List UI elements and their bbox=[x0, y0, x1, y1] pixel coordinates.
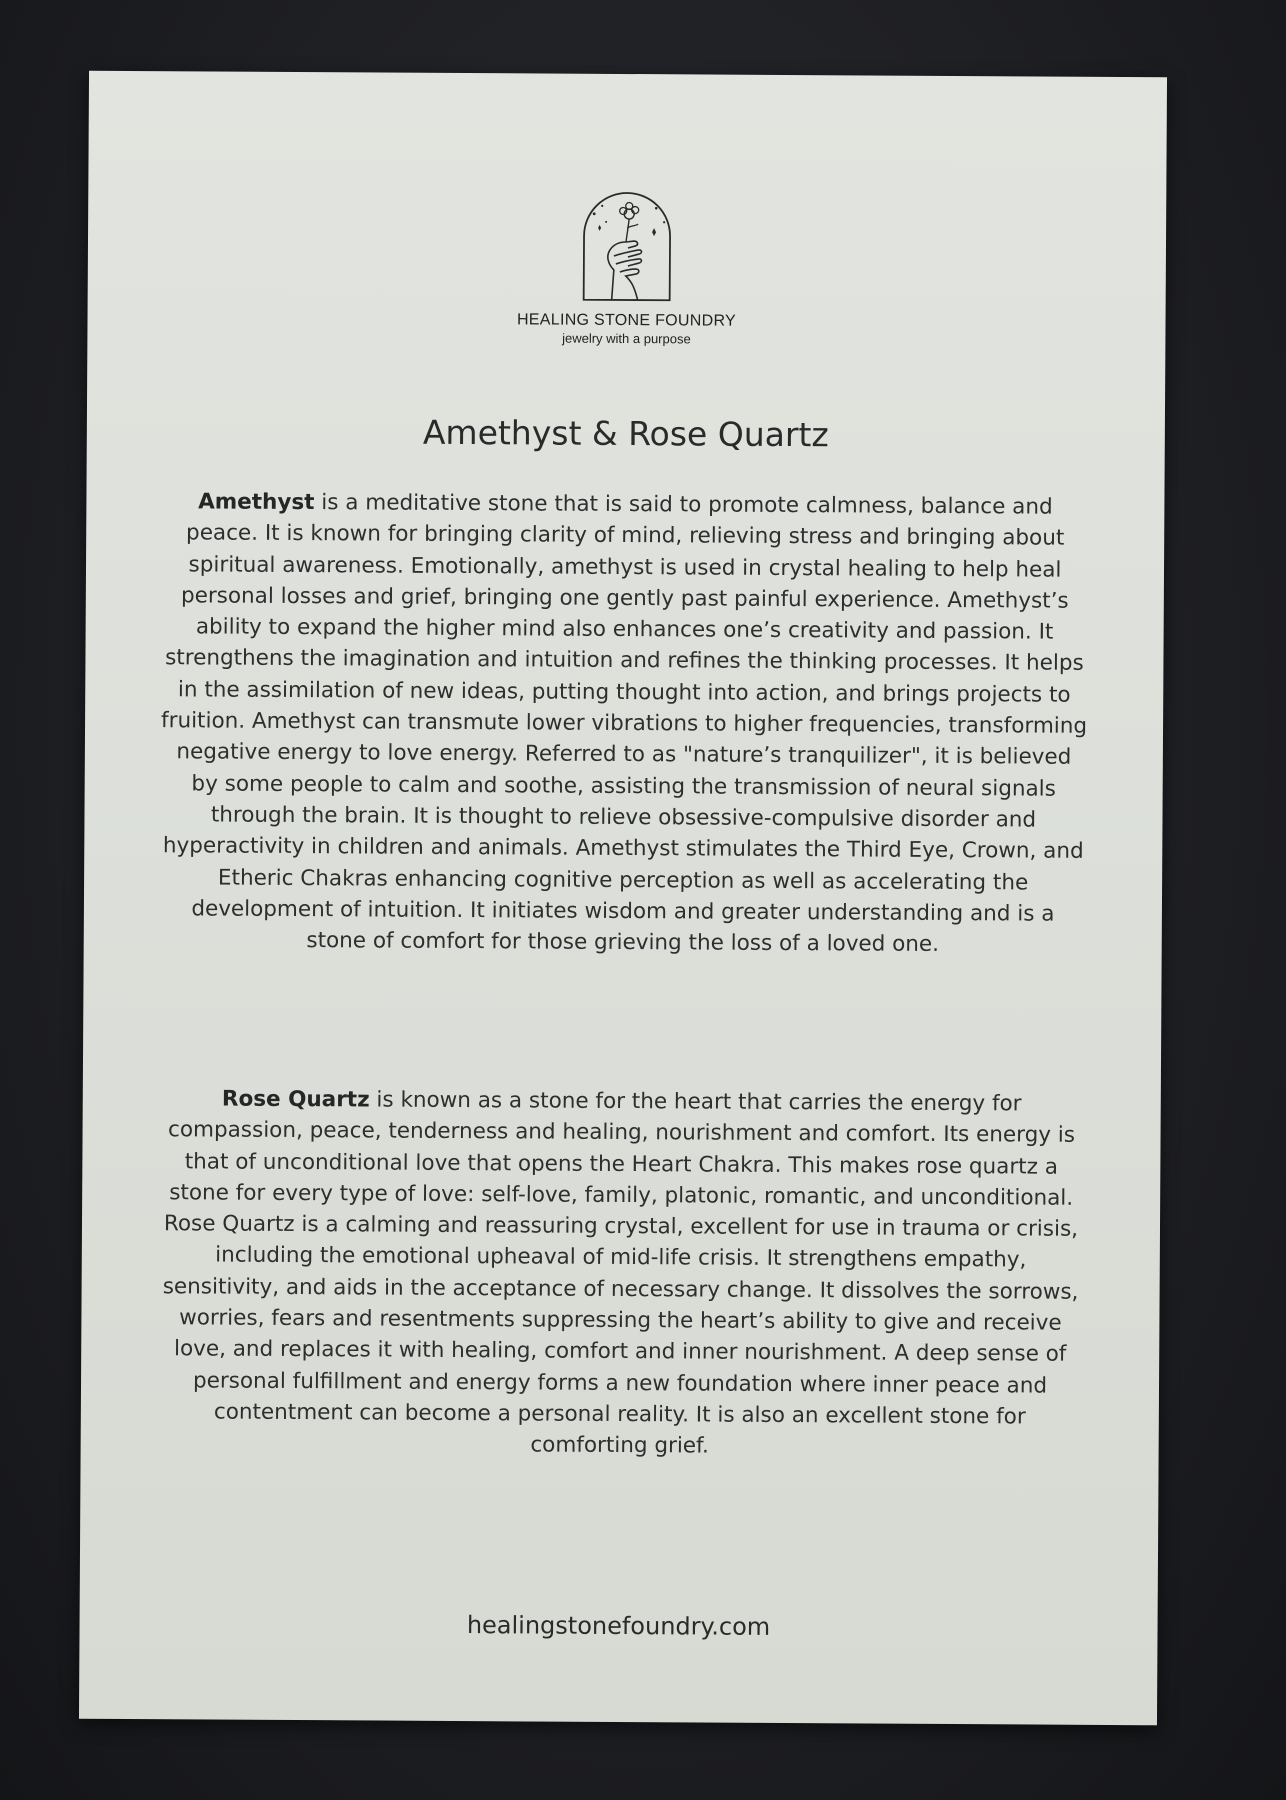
brand-logo bbox=[87, 181, 1166, 350]
brand-tagline: jewelry with a purpose bbox=[562, 330, 691, 347]
amethyst-lead: Amethyst bbox=[198, 489, 315, 516]
amethyst-paragraph bbox=[159, 486, 1090, 961]
info-card bbox=[79, 71, 1167, 1726]
rose-quartz-body: is known as a stone for the heart that carries the energy for compassion, peace, tenderness and healing, nourishment and comfort. Its energy is that of unconditional love that opens the Heart Chakra. This makes rose quartz a stone for every type of love: self-love, family, platonic, romantic, and unconditional. Rose Quartz is a calming and reassuring crystal, excellent for use in trauma or crisis, including the emotional upheaval of mid-life crisis. It strengthens empathy, sensitivity, and aids in the acceptance of necessary change. It dissolves the sorrows, worries, fears and resentments suppressing the heart’s ability to give and receive love, and replaces it with healing, comfort and inner nourishment. A deep sense of personal fulfillment and energy forms a new foundation where inner peace and contentment can become a personal reality. It is also an excellent stone for comforting grief. bbox=[162, 1087, 1079, 1459]
amethyst-body: is a meditative stone that is said to promote calmness, balance and peace. It is known for bringing clarity of mind, relieving stress and bringing about spiritual awareness. Emotionally, amethyst is used in crystal healing to help heal personal losses and grief, bringing one gently past painful experience. Amethyst’s ability to expand the higher mind also enhances one’s creativity and passion. It strengthens the imagination and intuition and refines the thinking processes. It helps in the assimilation of new ideas, putting thought into action, and brings projects to fruition. Amethyst can transmute lower vibrations to higher frequencies, transforming negative energy to love energy. Referred to as "nature’s tranquilizer", it is believed by some people to calm and soothe, assisting the transmission of neural signals through the brain. It is thought to relieve obsessive-compulsive disorder and hyperactivity in children and animals. Amethyst stimulates the Third Eye, Crown, and Etheric Chakras enhancing cognitive perception as well as accelerating the development of intuition. It initiates wisdom and greater understanding and is a stone of comfort for those grieving the loss of a loved one. bbox=[160, 490, 1088, 958]
brand-name: HEALING STONE FOUNDRY bbox=[516, 311, 737, 330]
website-url: healingstonefoundry.com bbox=[466, 1611, 771, 1641]
rose-quartz-lead: Rose Quartz bbox=[221, 1086, 370, 1113]
page-title: Amethyst & Rose Quartz bbox=[422, 412, 829, 455]
hand-holding-flower-icon bbox=[572, 184, 683, 307]
rose-quartz-paragraph bbox=[156, 1083, 1086, 1464]
